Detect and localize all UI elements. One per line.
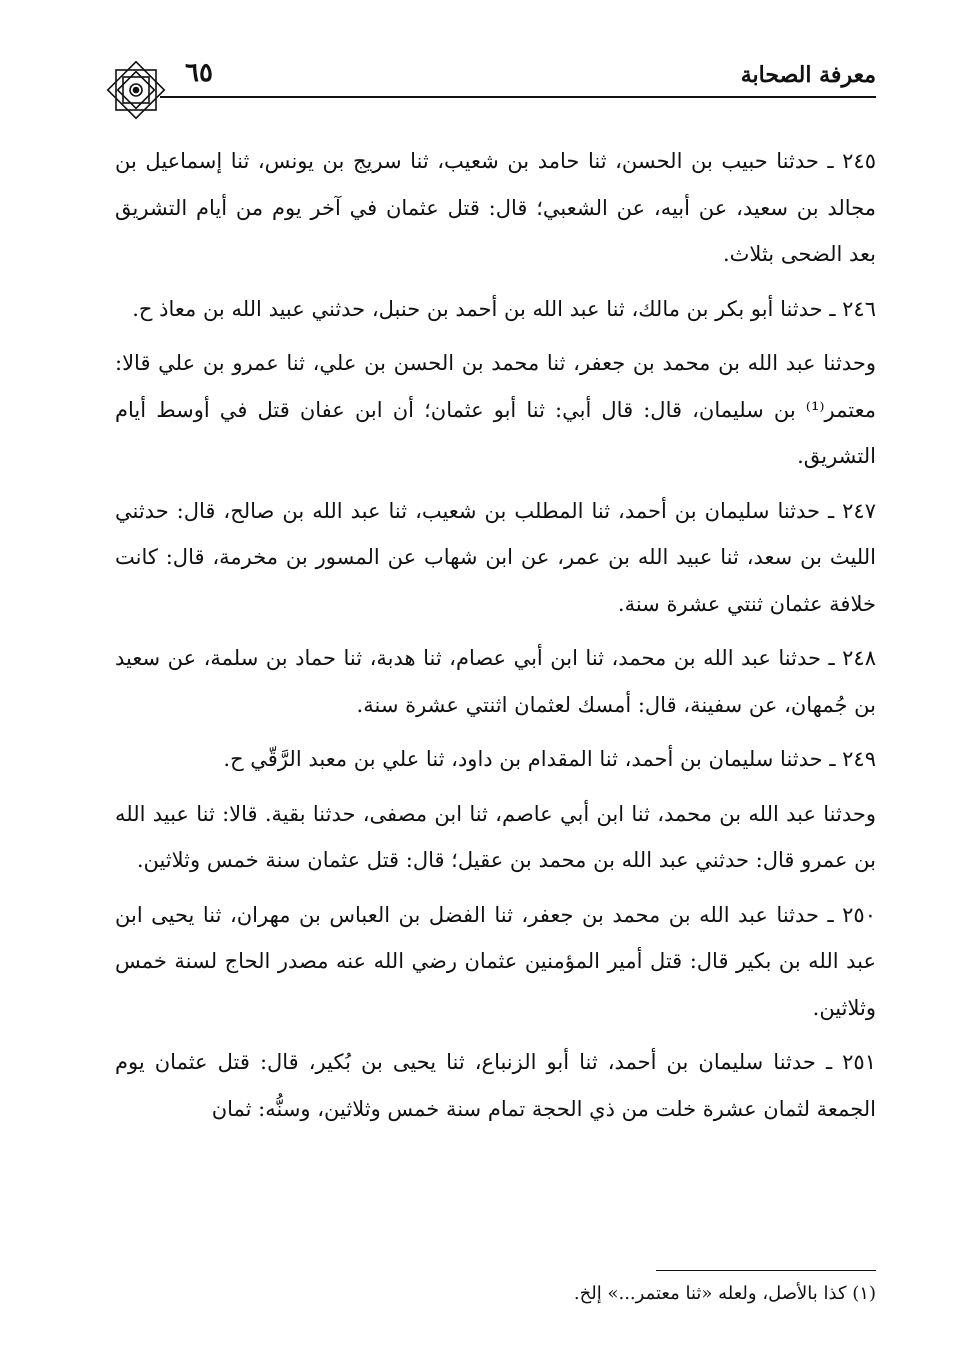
hadith-paragraph-249-b: وحدثنا عبد الله بن محمد، ثنا ابن أبي عاصم، ثنا ابن مصفى، حدثنا بقية. قالا: ثنا عبيد الله بن عمرو قال: حدثني عبد الله بن محمد بن عقيل؛ قال: قتل عثمان سنة خمس وثلاثين. xyxy=(115,801,876,872)
page-header xyxy=(0,0,964,130)
hadith-paragraph-245: ٢٤٥ ـ حدثنا حبيب بن الحسن، ثنا حامد بن شعيب، ثنا سريج بن يونس، ثنا إسماعيل بن مجالد بن سعيد، عن أبيه، عن الشعبي؛ قال: قتل عثمان في آخر يوم من أيام التشريق بعد الضحى بثلاث. xyxy=(115,149,876,266)
footnote-area xyxy=(115,1270,876,1309)
hadith-paragraph-246-b: وحدثنا عبد الله بن محمد بن جعفر، ثنا محمد بن الحسن بن علي، ثنا عمرو بن علي قالا: معتمر⁽¹⁾ بن سليمان، قال: قال أبي: ثنا أبو عثمان؛ أن ابن عفان قتل في أوسط أيام التشريق. xyxy=(115,351,876,468)
footnote-rule xyxy=(656,1270,876,1271)
page-number: ٦٥ xyxy=(185,58,213,88)
header-rule xyxy=(160,96,876,98)
hadith-paragraph-246: ٢٤٦ ـ حدثنا أبو بكر بن مالك، ثنا عبد الله بن أحمد بن حنبل، حدثني عبيد الله بن معاذ ح. xyxy=(132,296,876,321)
running-title: معرفة الصحابة xyxy=(740,62,876,88)
hadith-paragraph-249: ٢٤٩ ـ حدثنا سليمان بن أحمد، ثنا المقدام بن داود، ثنا علي بن معبد الرَّقّي ح. xyxy=(223,747,876,771)
hadith-paragraph-247: ٢٤٧ ـ حدثنا سليمان بن أحمد، ثنا المطلب بن شعيب، ثنا عبد الله بن صالح، قال: حدثني الليث بن سعد، ثنا عبيد الله بن عمر، عن ابن شهاب عن المسور بن مخرمة، قال: كانت خلافة عثمان ثنتي عشرة سنة. xyxy=(115,498,876,616)
octagon-star-ornament-icon xyxy=(104,58,168,122)
main-text xyxy=(115,138,876,1132)
hadith-paragraph-251: ٢٥١ ـ حدثنا سليمان بن أحمد، ثنا أبو الزنباع، ثنا يحيى بن بُكير، قال: قتل عثمان يوم الجمعة لثمان عشرة خلت من ذي الحجة تمام سنة خمس وثلاثين، وسنُّه: ثمان xyxy=(115,1050,876,1121)
hadith-paragraph-250: ٢٥٠ ـ حدثنا عبد الله بن محمد بن جعفر، ثنا الفضل بن العباس بن مهران، ثنا يحيى ابن عبد الله بن بكير قال: قتل أمير المؤمنين عثمان رضي الله عنه مصدر الحاج لسنة خمس وثلاثين. xyxy=(115,902,876,1020)
footnote: (١) كذا بالأصل، ولعله «ثنا معتمر...» إلخ. xyxy=(573,1283,876,1304)
hadith-paragraph-248: ٢٤٨ ـ حدثنا عبد الله بن محمد، ثنا ابن أبي عصام، ثنا هدبة، ثنا حماد بن سلمة، عن سعيد بن جُمهان، عن سفينة، قال: أمسك لعثمان اثنتي عشرة سنة. xyxy=(115,646,876,717)
